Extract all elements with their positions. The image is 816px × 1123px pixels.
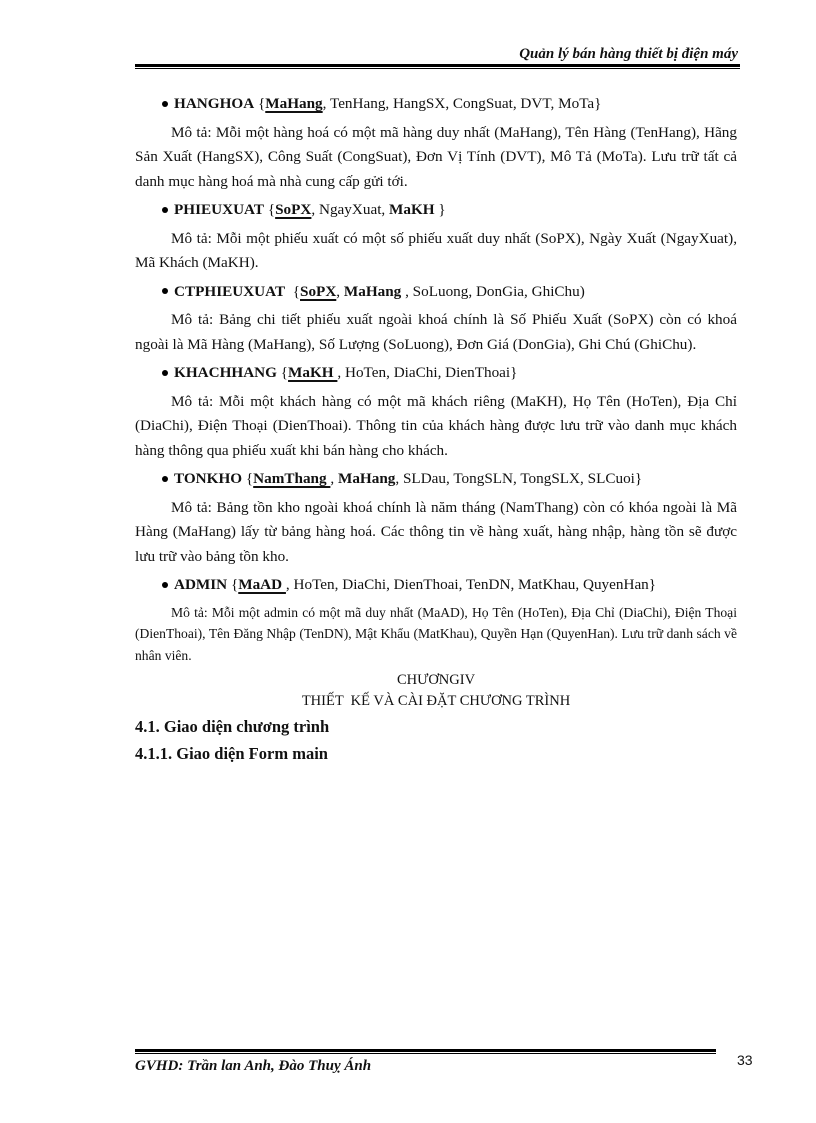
entity-tonkho xyxy=(135,467,737,492)
primary-key: SoPX xyxy=(275,201,312,218)
foreign-key: MaKH xyxy=(389,201,435,218)
primary-key: NamThang xyxy=(253,470,331,487)
primary-key: MaHang xyxy=(265,95,323,112)
page-number: 33 xyxy=(737,1052,753,1068)
bullet-icon xyxy=(162,288,168,294)
page-body xyxy=(135,92,737,766)
header-rule xyxy=(135,64,740,69)
entity-name: CTPHIEUXUAT xyxy=(174,282,286,300)
entity-description: Mô tả: Mỗi một admin có một mã duy nhất (MaAD), Họ Tên (HoTen), Địa Chỉ (DiaChi), Điện Thoại (DienThoai), Tên Đăng Nhập (TenDN), Mật Khẩu (MatKhau), Quyền Hạn (QuyenHan). Lưu trữ danh sách về nhân viên. xyxy=(135,604,737,663)
entity-description: Mô tả: Bảng tồn kho ngoài khoá chính là năm tháng (NamThang) còn có khóa ngoài là Mã Hàng (MaHang) lấy từ bảng hàng hoá. Các thông tin về hàng xuất, hàng nhập, hàng tồn sẽ được lưu trữ vào bảng tồn kho. xyxy=(135,498,737,565)
entity-name: ADMIN xyxy=(174,576,228,593)
brace: { xyxy=(264,201,276,218)
brace: { xyxy=(254,95,266,112)
attributes-end: } xyxy=(434,201,446,218)
brace: { xyxy=(227,576,239,593)
bullet-icon xyxy=(162,370,168,376)
primary-key: MaKH xyxy=(288,364,338,381)
section-heading: 4.1. Giao diện chương trình xyxy=(135,717,330,736)
primary-key: MaAD xyxy=(238,576,286,593)
entity-name: KHACHHANG xyxy=(174,364,277,381)
entity-hanghoa xyxy=(135,92,737,117)
entity-description: Mô tả: Mỗi một hàng hoá có một mã hàng duy nhất (MaHang), Tên Hàng (TenHang), Hãng Sản Xuất (HangSX), Công Suất (CongSuat), Đơn Vị Tính (DVT), Mô Tả (MoTa). Lưu trữ tất cả danh mục hàng hoá mà nhà cung cấp gửi tới. xyxy=(135,123,737,190)
bullet-icon xyxy=(162,101,168,107)
bullet-icon xyxy=(162,207,168,213)
primary-key-2: MaHang xyxy=(343,282,402,300)
entity-name: HANGHOA xyxy=(174,95,255,112)
footer-rule xyxy=(135,1049,716,1054)
primary-key-2: MaHang xyxy=(338,470,396,487)
attributes: , xyxy=(336,282,344,300)
entity-ctphieuxuat xyxy=(135,280,737,305)
entity-name: TONKHO xyxy=(174,470,243,487)
attributes: , HoTen, DiaChi, DienThoai, TenDN, MatKhau, QuyenHan} xyxy=(285,576,657,593)
primary-key: SoPX xyxy=(300,282,337,300)
entity-admin xyxy=(135,573,737,598)
attributes-end: , SoLuong, DonGia, GhiChu) xyxy=(401,282,585,300)
subsection-heading: 4.1.1. Giao diện Form main xyxy=(135,744,328,763)
brace: { xyxy=(285,282,300,300)
entity-description: Mô tả: Bảng chi tiết phiếu xuất ngoài khoá chính là Số Phiếu Xuất (SoPX) còn có khoá ngoài là Mã Hàng (MaHang), Số Lượng (SoLuong), Đơn Giá (DonGia), Ghi Chú (GhiChu). xyxy=(135,311,737,353)
attributes: , HoTen, DiaChi, DienThoai} xyxy=(337,364,518,381)
attributes: , TenHang, HangSX, CongSuat, DVT, MoTa} xyxy=(322,95,602,112)
entity-description: Mô tả: Mỗi một khách hàng có một mã khách riêng (MaKH), Họ Tên (HoTen), Địa Chỉ (DiaChi), Điện Thoại (DienThoai). Thông tin của khách hàng được lưu trữ vào danh mục khách hàng thông qua phiếu xuất khi bán hàng cho khách. xyxy=(135,392,737,459)
brace: { xyxy=(242,470,254,487)
entity-description: Mô tả: Mỗi một phiếu xuất có một số phiếu xuất duy nhất (SoPX), Ngày Xuất (NgayXuat), Mã Khách (MaKH). xyxy=(135,229,737,271)
attributes-end: , SLDau, TongSLN, TongSLX, SLCuoi} xyxy=(395,470,643,487)
chapter-label: CHƯƠNGIV xyxy=(396,672,476,688)
attributes: , xyxy=(330,470,338,487)
running-header-title: Quản lý bán hàng thiết bị điện máy xyxy=(519,46,738,62)
entity-name: PHIEUXUAT xyxy=(174,201,265,218)
chapter-title: THIẾT KẾ VÀ CÀI ĐẶT CHƯƠNG TRÌNH xyxy=(301,693,571,709)
bullet-icon xyxy=(162,582,168,588)
footer-advisor: GVHD: Trần lan Anh, Đào Thuỵ Ánh xyxy=(135,1058,372,1074)
attributes: , NgayXuat, xyxy=(311,201,390,218)
bullet-icon xyxy=(162,476,168,482)
brace: { xyxy=(276,364,289,381)
entity-khachhang xyxy=(135,361,737,386)
entity-phieuxuat xyxy=(135,198,737,223)
